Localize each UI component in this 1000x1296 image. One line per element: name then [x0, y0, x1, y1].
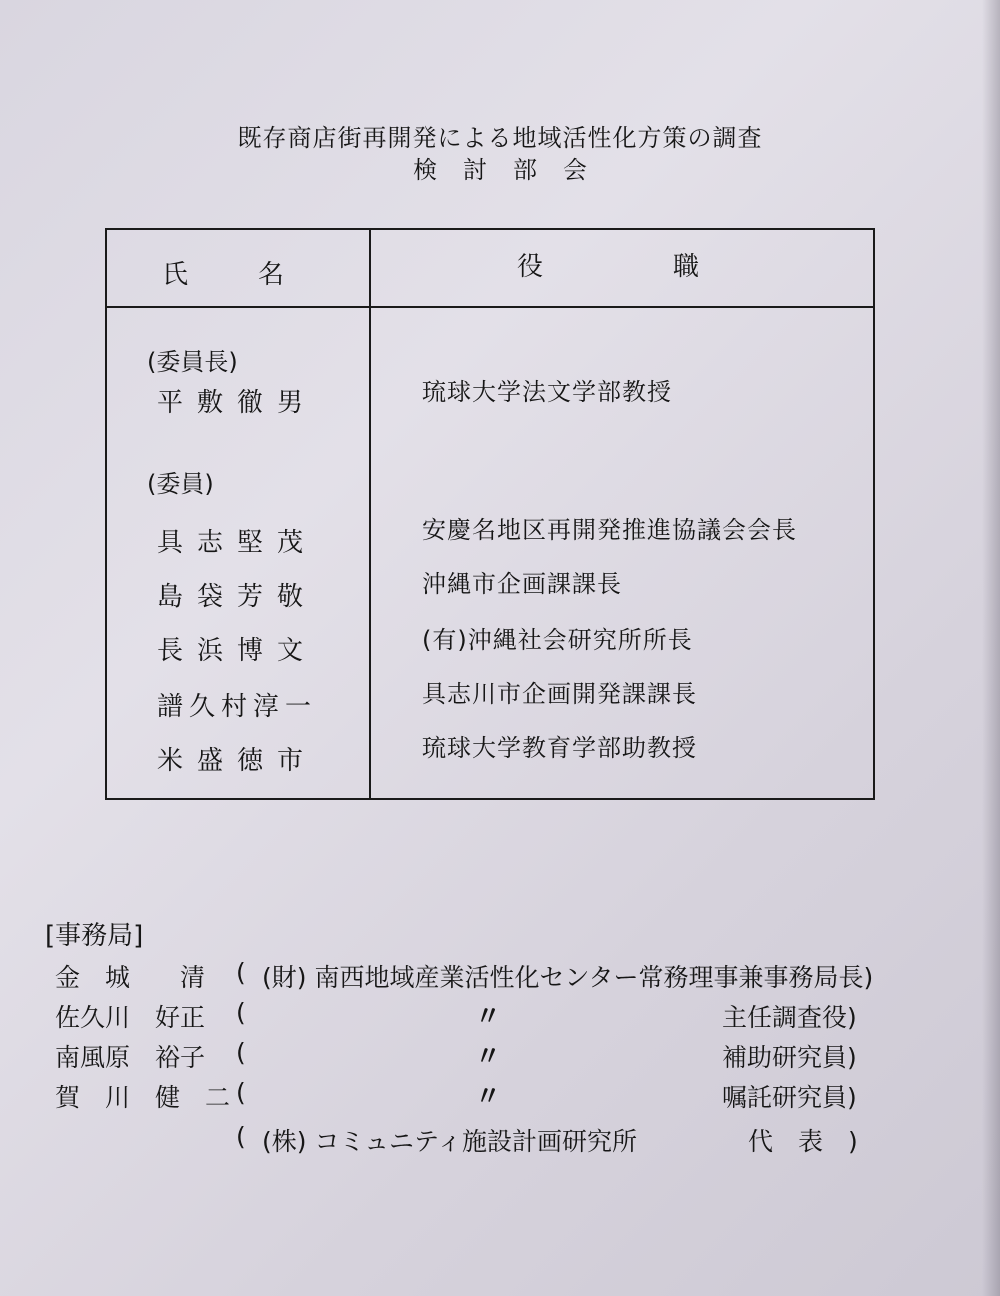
- staff-title: 嘱託研究員): [722, 1083, 857, 1112]
- staff-organization: (財) 南西地域産業活性化センター常務理事兼事務局長): [262, 963, 874, 992]
- staff-open-paren: (: [236, 1038, 246, 1067]
- member-role: 安慶名地区再開発推進協議会会長: [422, 516, 797, 544]
- staff-title: 補助研究員): [722, 1043, 857, 1072]
- staff-name: 賀 川 健 二: [55, 1083, 231, 1112]
- chair-name: 平敷徹男: [157, 388, 318, 418]
- member-group-label: (委員): [147, 470, 214, 498]
- member-role: 琉球大学教育学部助教授: [422, 734, 697, 762]
- table-column-divider: [369, 230, 371, 798]
- chair-group-label: (委員長): [147, 348, 238, 376]
- member-name: 譜久村淳一: [157, 692, 318, 722]
- committee-table: [105, 228, 875, 800]
- member-role: (有)沖縄社会研究所所長: [422, 626, 693, 654]
- member-name: 米盛徳市: [157, 746, 318, 776]
- staff-title: 主任調査役): [722, 1003, 857, 1032]
- member-role: 沖縄市企画課課長: [422, 570, 622, 598]
- member-role: 具志川市企画開発課課長: [422, 680, 697, 708]
- staff-title: 代 表 ): [748, 1127, 858, 1156]
- ditto-mark: 〃: [475, 1082, 502, 1112]
- staff-open-paren: (: [236, 1078, 246, 1107]
- staff-open-paren: (: [236, 1122, 246, 1151]
- ditto-mark: 〃: [475, 1042, 502, 1072]
- staff-open-paren: (: [236, 958, 246, 987]
- staff-name: 金 城 清: [55, 963, 206, 992]
- table-header-divider: [107, 306, 873, 308]
- document-subtitle: 検討部会: [413, 156, 613, 184]
- paper-edge-shadow: [982, 0, 1000, 1296]
- secretariat-title: [事務局]: [45, 921, 144, 951]
- member-name: 島袋芳敬: [157, 582, 318, 612]
- staff-name: 南風原 裕子: [55, 1043, 206, 1072]
- chair-role: 琉球大学法文学部教授: [422, 378, 672, 406]
- staff-open-paren: (: [236, 998, 246, 1027]
- staff-name: 佐久川 好正: [55, 1003, 206, 1032]
- ditto-mark: 〃: [475, 1002, 502, 1032]
- header-role: 役職: [517, 252, 830, 282]
- member-name: 具志堅茂: [157, 528, 318, 558]
- staff-organization: (株) コミュニティ施設計画研究所: [262, 1127, 637, 1156]
- document-title: 既存商店街再開発による地域活性化方策の調査: [237, 124, 763, 152]
- header-name: 氏名: [162, 260, 355, 290]
- member-name: 長浜博文: [157, 636, 318, 666]
